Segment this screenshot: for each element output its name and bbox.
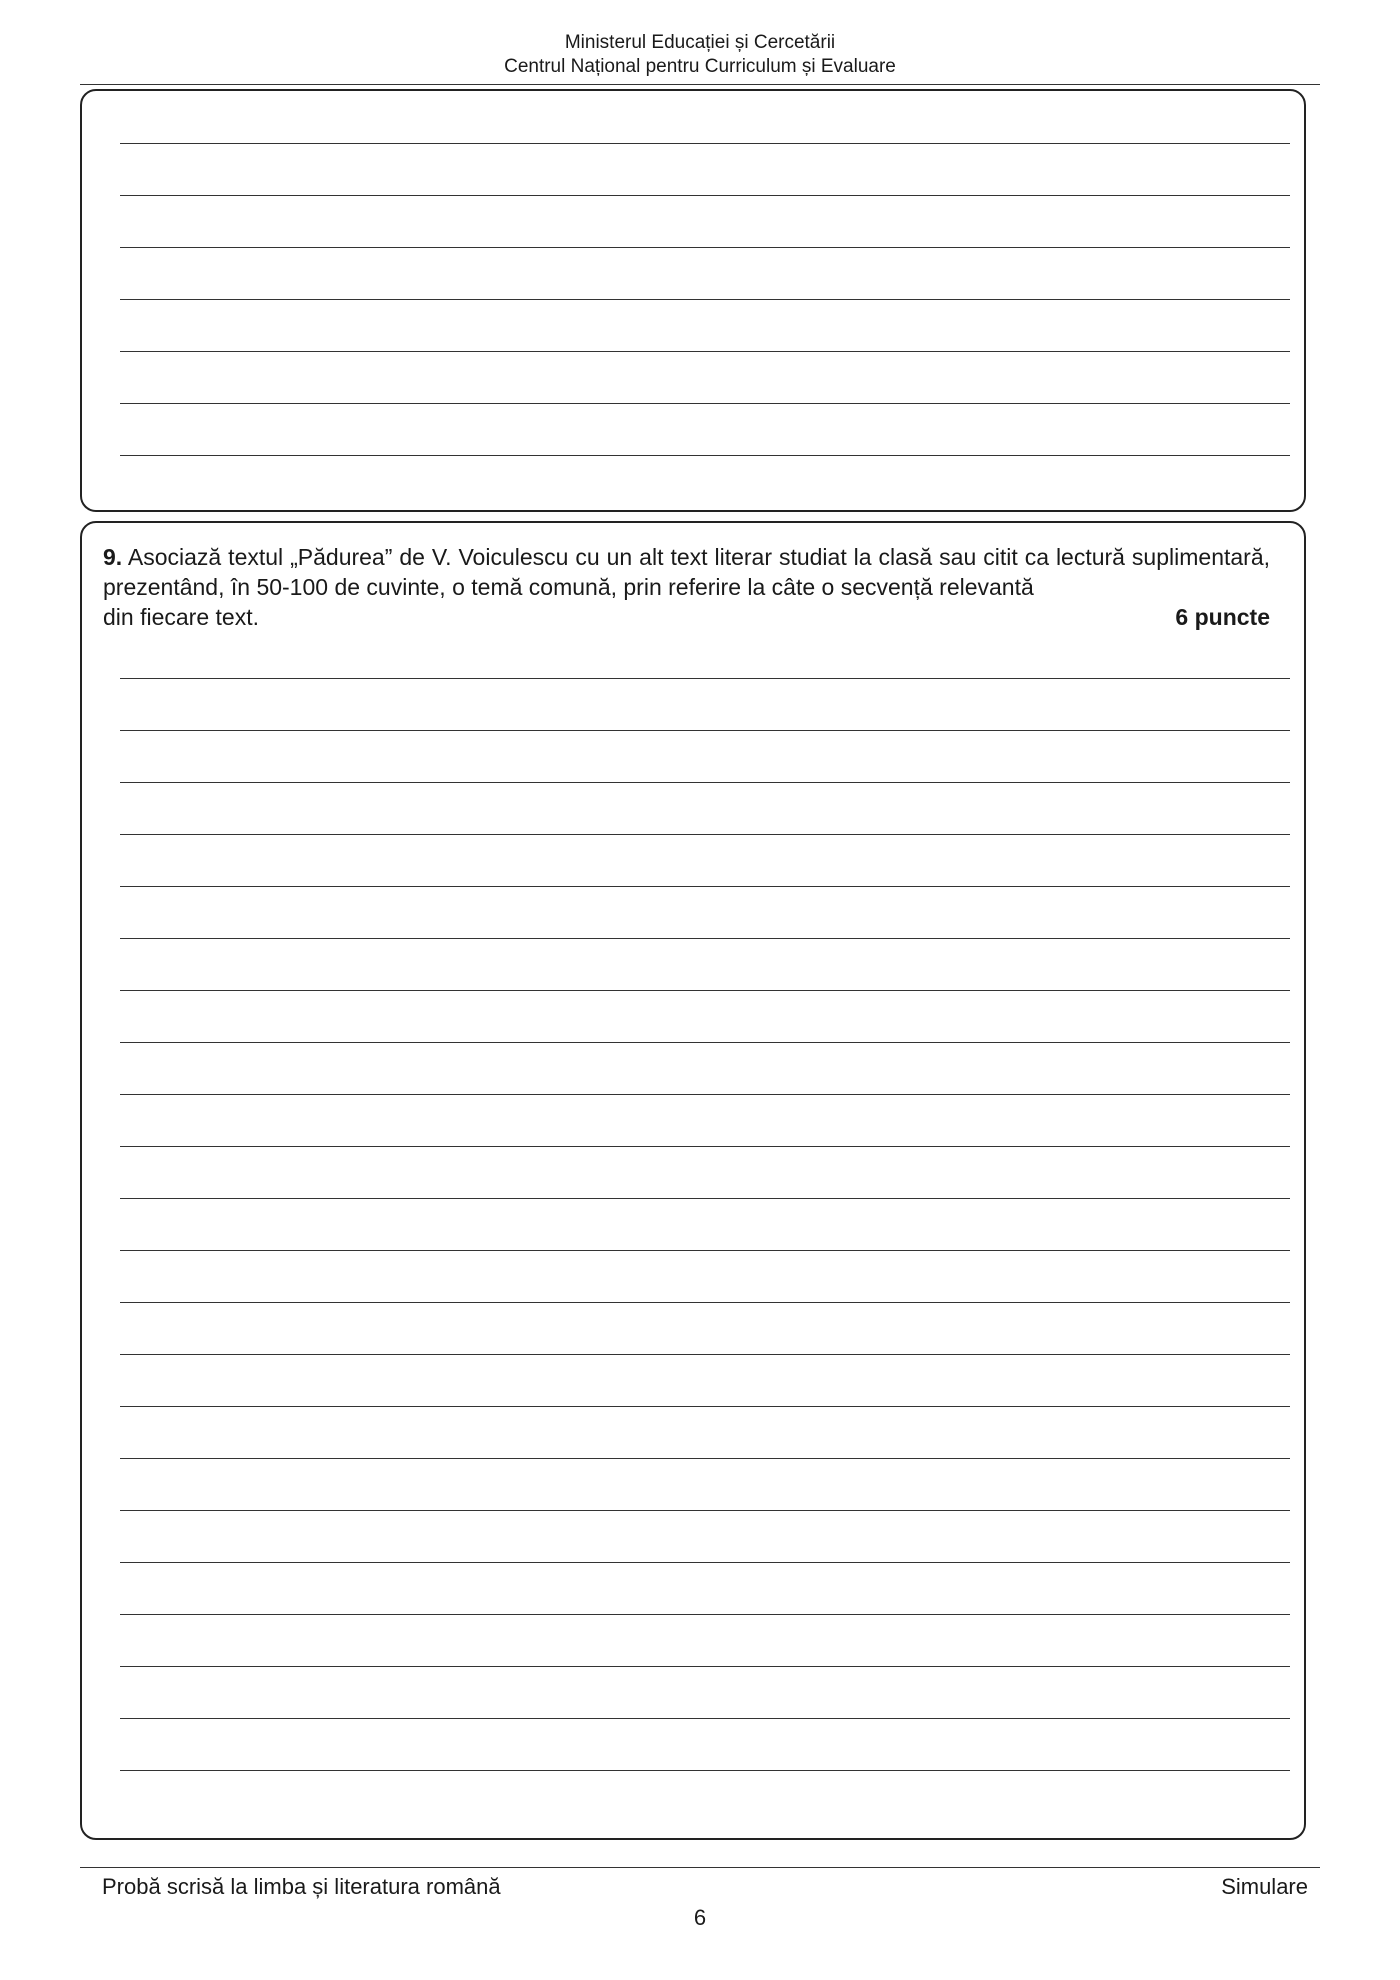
answer-line[interactable] — [120, 1770, 1290, 1771]
answer-line[interactable] — [120, 1666, 1290, 1667]
answer-line[interactable] — [120, 834, 1290, 835]
writing-line[interactable] — [120, 351, 1290, 352]
answer-line[interactable] — [120, 1406, 1290, 1407]
exam-title: Probă scrisă la limba și literatura română — [102, 1874, 501, 1899]
answer-line[interactable] — [120, 1614, 1290, 1615]
writing-line[interactable] — [120, 455, 1290, 456]
answer-line[interactable] — [120, 990, 1290, 991]
answer-line[interactable] — [120, 1458, 1290, 1459]
answer-line[interactable] — [120, 1042, 1290, 1043]
question-9-statement — [103, 542, 1270, 632]
writing-line[interactable] — [120, 143, 1290, 144]
answer-line[interactable] — [120, 1302, 1290, 1303]
answer-line[interactable] — [120, 678, 1290, 679]
answer-line[interactable] — [120, 1354, 1290, 1355]
answer-box-previous-question — [80, 89, 1306, 512]
writing-line[interactable] — [120, 195, 1290, 196]
answer-line[interactable] — [120, 1510, 1290, 1511]
answer-line[interactable] — [120, 1094, 1290, 1095]
answer-line[interactable] — [120, 1250, 1290, 1251]
page-number: 6 — [693, 1905, 707, 1930]
question-text-end: din fiecare text. — [103, 604, 259, 630]
center-name: Centrul Național pentru Curriculum și Evaluare — [504, 56, 896, 77]
exam-type: Simulare — [1221, 1874, 1308, 1899]
answer-line[interactable] — [120, 1198, 1290, 1199]
answer-line[interactable] — [120, 782, 1290, 783]
writing-line[interactable] — [120, 403, 1290, 404]
footer-divider — [80, 1867, 1320, 1868]
page-header — [0, 31, 1400, 79]
writing-line[interactable] — [120, 299, 1290, 300]
ministry-name: Ministerul Educației și Cercetării — [564, 32, 836, 53]
writing-line[interactable] — [120, 247, 1290, 248]
question-9-box — [80, 521, 1306, 1840]
answer-line[interactable] — [120, 886, 1290, 887]
answer-line[interactable] — [120, 938, 1290, 939]
answer-line[interactable] — [120, 730, 1290, 731]
answer-line[interactable] — [120, 1562, 1290, 1563]
header-divider — [80, 84, 1320, 85]
question-number: 9. — [103, 544, 123, 570]
question-text: Asociază textul „Pădurea” de V. Voiculescu cu un alt text literar studiat la clasă sau citit ca lectură suplimentară, prezentând, în 50-100 de cuvinte, o temă comună, prin referire la câte o secvență relevantă — [103, 544, 1271, 600]
question-points: 6 puncte — [1175, 604, 1270, 630]
answer-line[interactable] — [120, 1146, 1290, 1147]
answer-line[interactable] — [120, 1718, 1290, 1719]
